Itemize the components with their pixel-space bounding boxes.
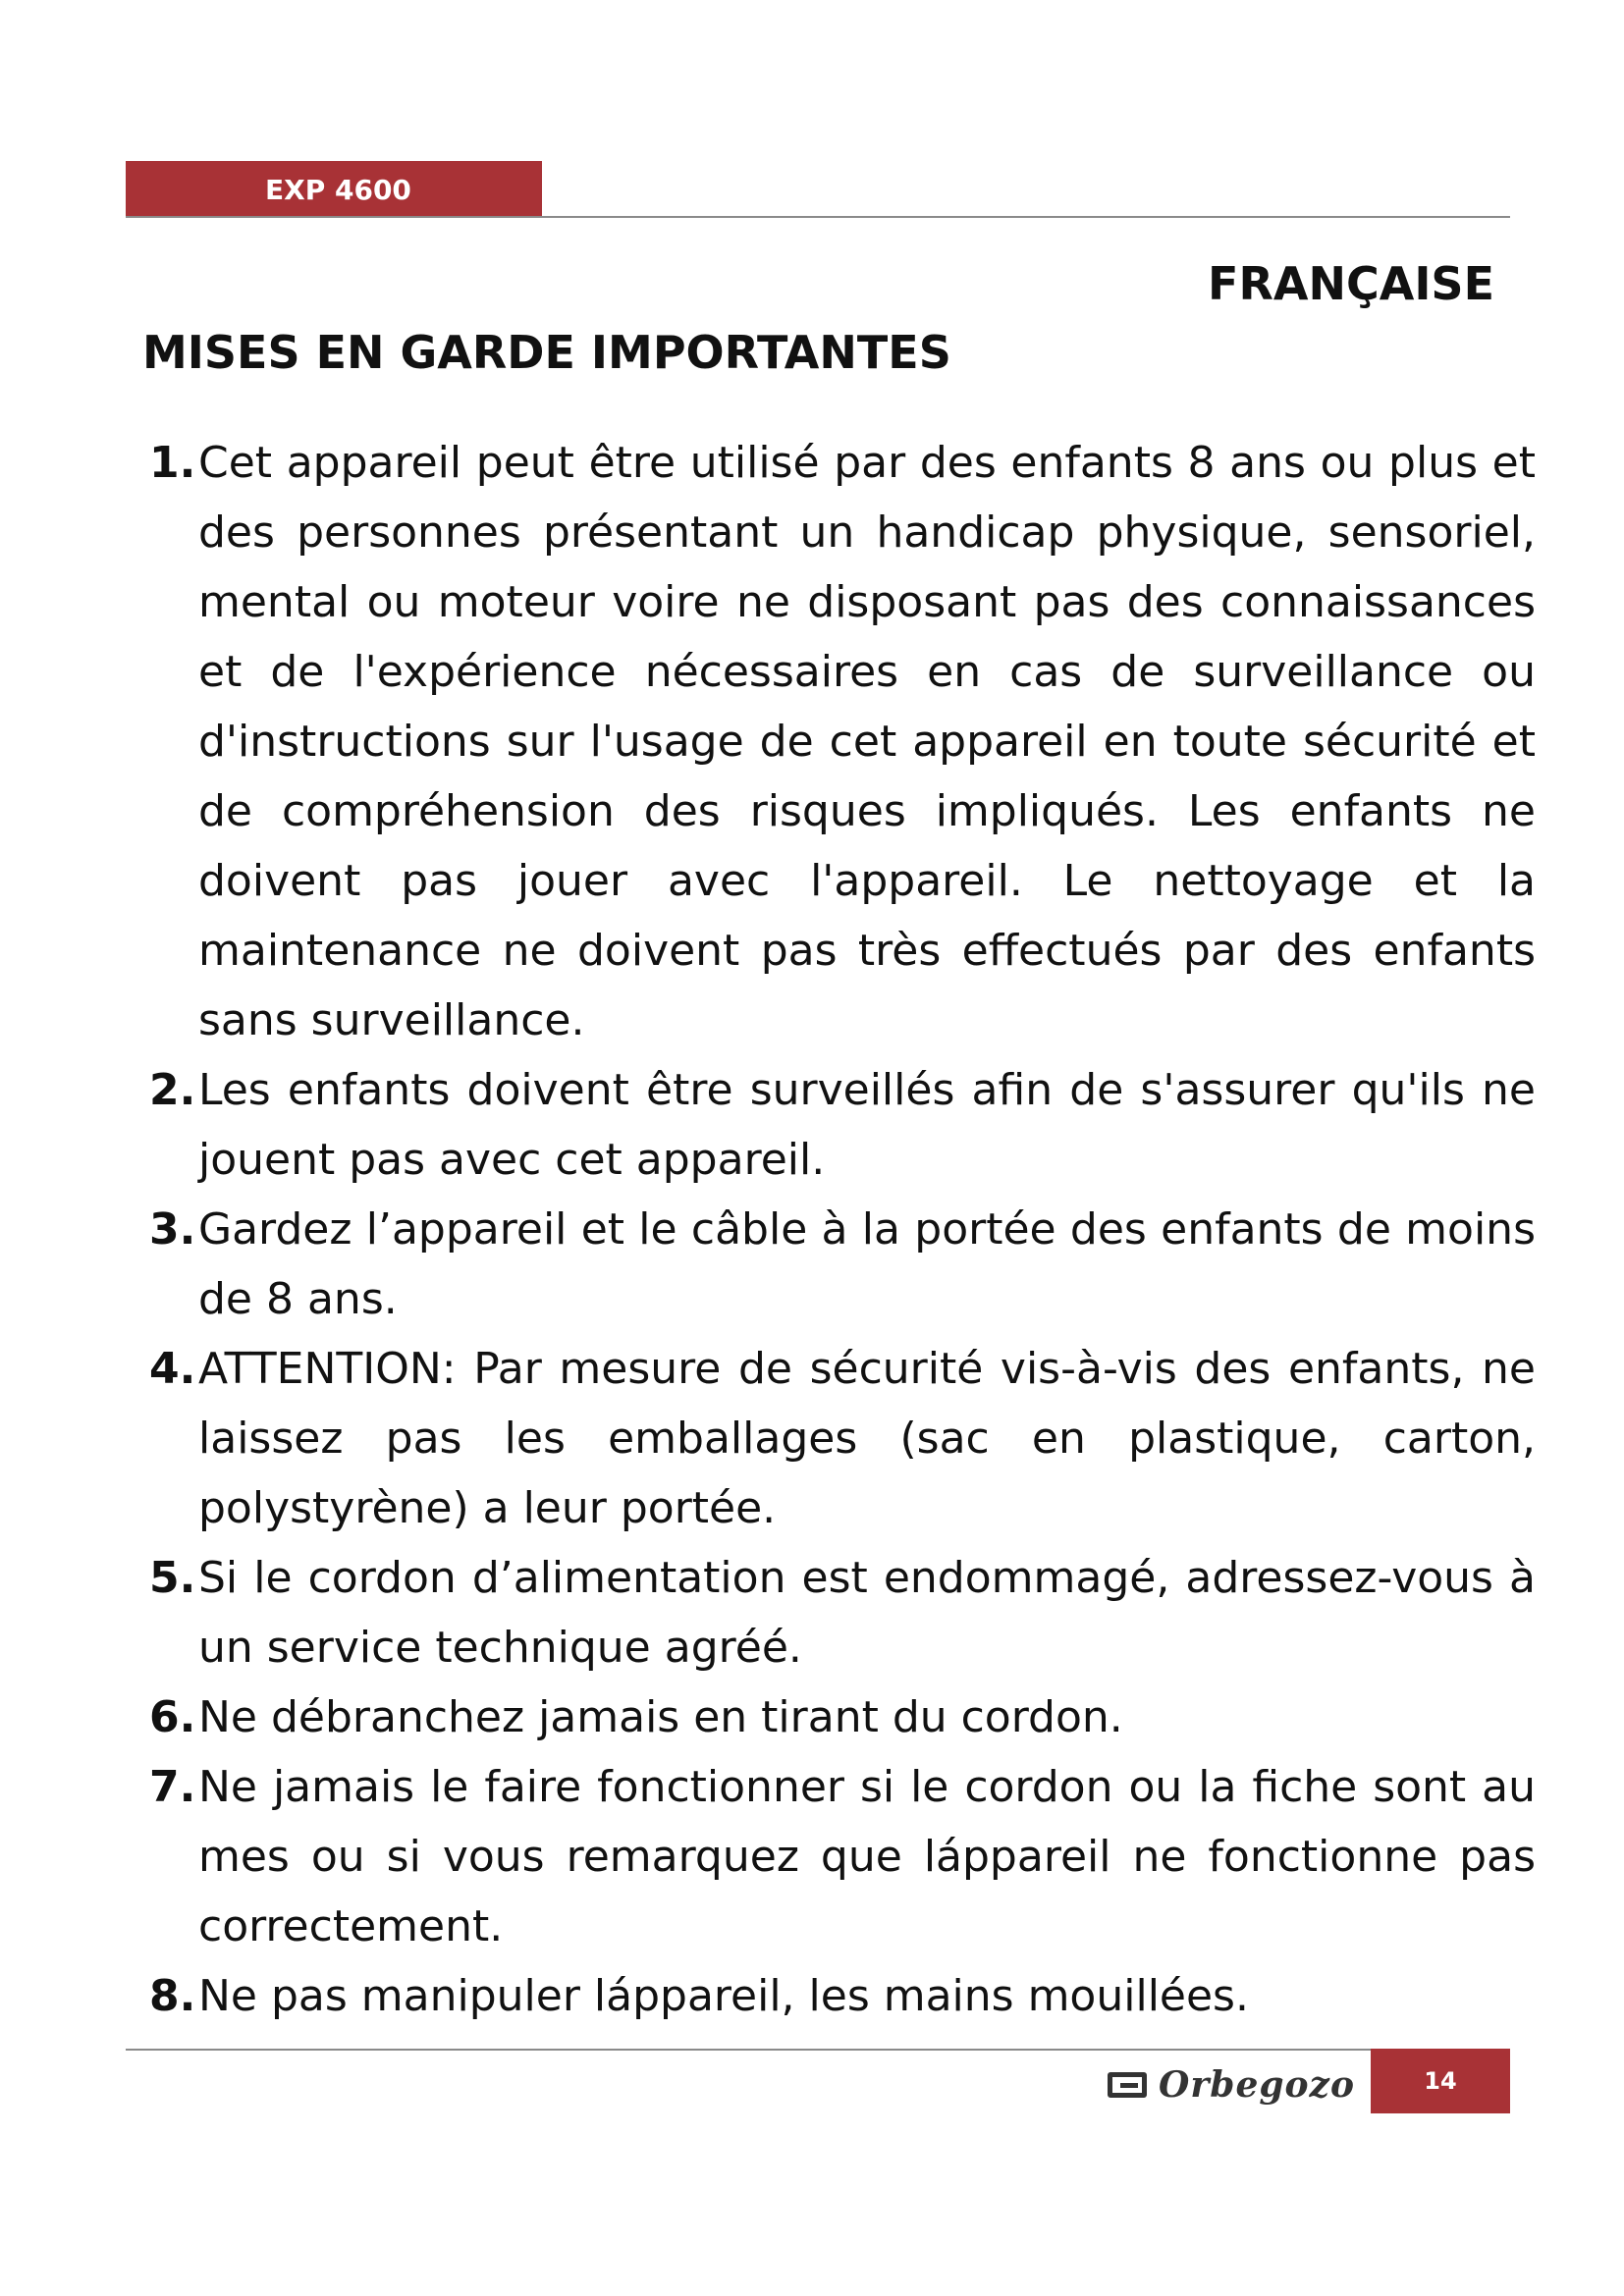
warnings-list (149, 428, 1536, 2031)
section-title: MISES EN GARDE IMPORTANTES (142, 326, 951, 379)
page-number: 14 (1371, 2049, 1510, 2113)
item-text: Les enfants doivent être surveillés afin de s'assurer qu'ils ne jouent pas avec cet appareil. (198, 1065, 1536, 1185)
model-name: EXP 4600 (265, 173, 411, 206)
item-number: 4. (149, 1344, 196, 1394)
language-heading: FRANÇAISE (1208, 257, 1494, 310)
list-item (149, 1961, 1536, 2031)
brand-name: Orbegozo (1158, 2064, 1355, 2106)
item-number: 2. (149, 1065, 196, 1115)
list-item (149, 428, 1536, 1055)
list-item (149, 1195, 1536, 1334)
model-header-tab (126, 161, 542, 218)
header-divider (126, 216, 1510, 218)
item-number: 5. (149, 1553, 196, 1603)
list-item (149, 1334, 1536, 1543)
item-text: Ne débranchez jamais en tirant du cordon. (198, 1692, 1123, 1742)
item-number: 6. (149, 1692, 196, 1742)
item-text: ATTENTION: Par mesure de sécurité vis-à-vis des enfants, ne laissez pas les emballages (sac en plastique, carton, polystyrène) a leur portée. (198, 1344, 1536, 1533)
list-item (149, 1543, 1536, 1682)
item-text: Ne jamais le faire fonctionner si le cordon ou la fiche sont au mes ou si vous remarquez que láppareil ne fonctionne pas correctement. (198, 1762, 1536, 1951)
footer-divider (126, 2049, 1510, 2051)
item-text: Gardez l’appareil et le câble à la portée des enfants de moins de 8 ans. (198, 1204, 1536, 1324)
item-text: Si le cordon d’alimentation est endommagé, adressez-vous à un service technique agréé. (198, 1553, 1536, 1673)
item-number: 3. (149, 1204, 196, 1255)
item-text: Ne pas manipuler láppareil, les mains mouillées. (198, 1971, 1249, 2021)
item-number: 1. (149, 438, 196, 488)
list-item (149, 1752, 1536, 1961)
list-item (149, 1055, 1536, 1195)
item-number: 7. (149, 1762, 196, 1812)
item-text: Cet appareil peut être utilisé par des enfants 8 ans ou plus et des personnes présentant un handicap physique, sensoriel, mental ou moteur voire ne disposant pas des connaissances et de l'expérience nécessaires en cas de surveillance ou d'instructions sur l'usage de cet appareil en toute sécurité et de compréhension des risques impliqués. Les enfants ne doivent pas jouer avec l'appareil. Le nettoyage et la maintenance ne doivent pas très effectués par des enfants sans surveillance. (198, 438, 1536, 1045)
brand-logo (1108, 2061, 1355, 2109)
item-number: 8. (149, 1971, 196, 2021)
orbegozo-logo-icon (1108, 2072, 1147, 2098)
list-item (149, 1682, 1536, 1752)
